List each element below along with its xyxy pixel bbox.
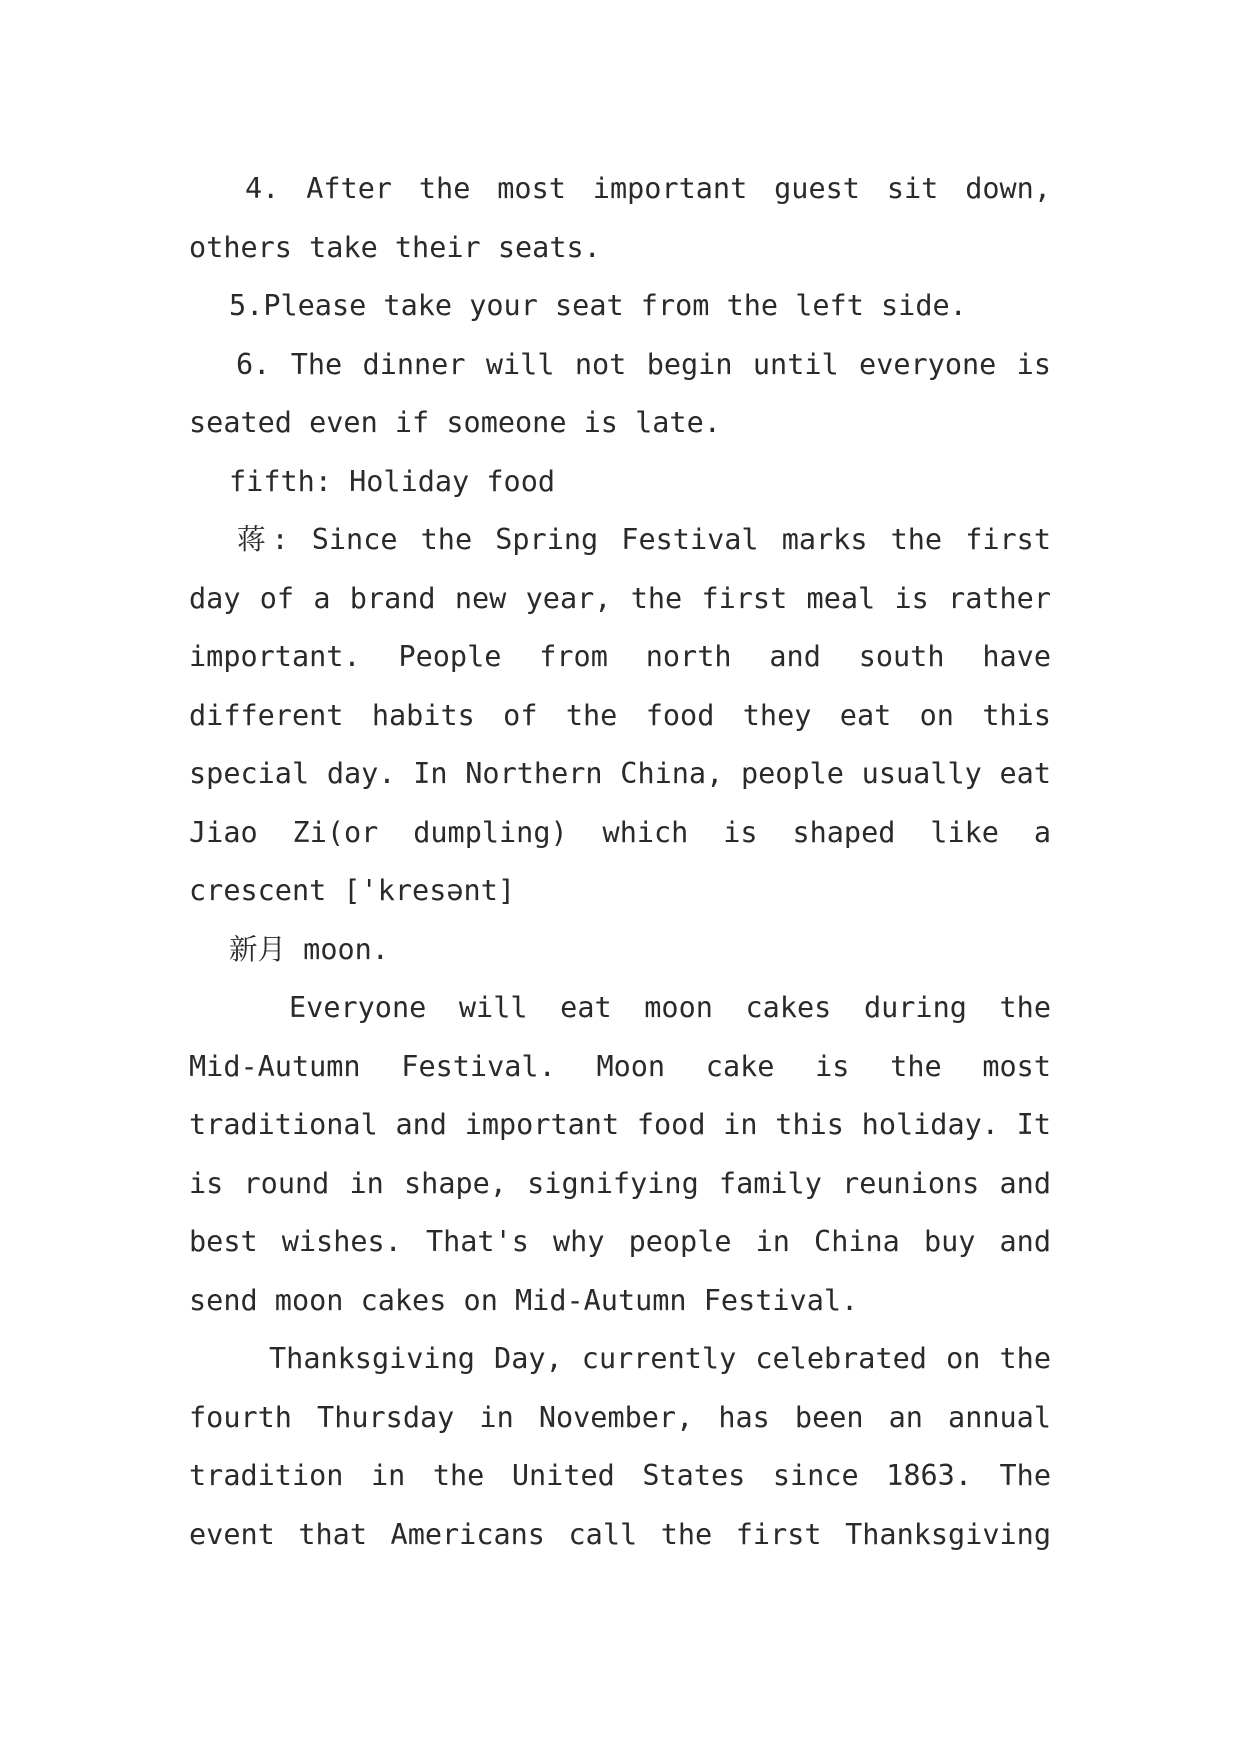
text-line: 蒋: Since the Spring Festival marks the first	[237, 523, 1051, 556]
text-line: send moon cakes on Mid-Autumn Festival.	[189, 1283, 859, 1317]
text-line: event that Americans call the first Thanksgiving	[189, 1517, 1051, 1551]
paragraph-item-6	[189, 336, 1051, 453]
text-line: 新月 moon.	[229, 932, 389, 966]
document-body	[189, 160, 1051, 1564]
text-line: special day. In Northern China, people usually eat	[189, 757, 1051, 790]
text-line: best wishes. That's why people in China buy and	[189, 1225, 1051, 1258]
text-line: Everyone will eat moon cakes during the	[289, 991, 1051, 1024]
section-heading-holiday-food	[189, 453, 1051, 512]
text-line: traditional and important food in this holiday. It	[189, 1108, 1051, 1141]
text-line: 6. The dinner will not begin until everyone is	[236, 347, 1051, 381]
text-line: Thanksgiving Day, currently celebrated on the	[269, 1342, 1051, 1375]
text-line: Mid-Autumn Festival. Moon cake is the most	[189, 1049, 1051, 1083]
paragraph-item-5	[189, 277, 1051, 336]
paragraph-item-4	[189, 160, 1051, 277]
paragraph-thanksgiving	[189, 1330, 1051, 1564]
text-line: fourth Thursday in November, has been an annual	[189, 1400, 1051, 1434]
paragraph-mid-autumn	[189, 979, 1051, 1330]
text-line: day of a brand new year, the first meal is rather	[189, 581, 1051, 615]
text-line: Jiao Zi(or dumpling) which is shaped like a	[189, 815, 1051, 849]
text-line: crescent ['kresənt]	[189, 874, 516, 907]
text-line: others take their seats.	[189, 230, 601, 264]
paragraph-new-moon	[189, 921, 1051, 980]
text-line: 5.Please take your seat from the left side.	[229, 289, 967, 322]
text-line: important. People from north and south have	[189, 640, 1051, 673]
text-line: is round in shape, signifying family reunions and	[189, 1166, 1051, 1200]
text-line: different habits of the food they eat on this	[189, 698, 1051, 732]
text-line: tradition in the United States since 1863. The	[189, 1459, 1051, 1492]
text-line: 4. After the most important guest sit down,	[245, 172, 1051, 205]
text-line: seated even if someone is late.	[189, 406, 721, 439]
paragraph-spring-festival	[189, 511, 1051, 921]
heading-text: fifth: Holiday food	[229, 464, 556, 498]
